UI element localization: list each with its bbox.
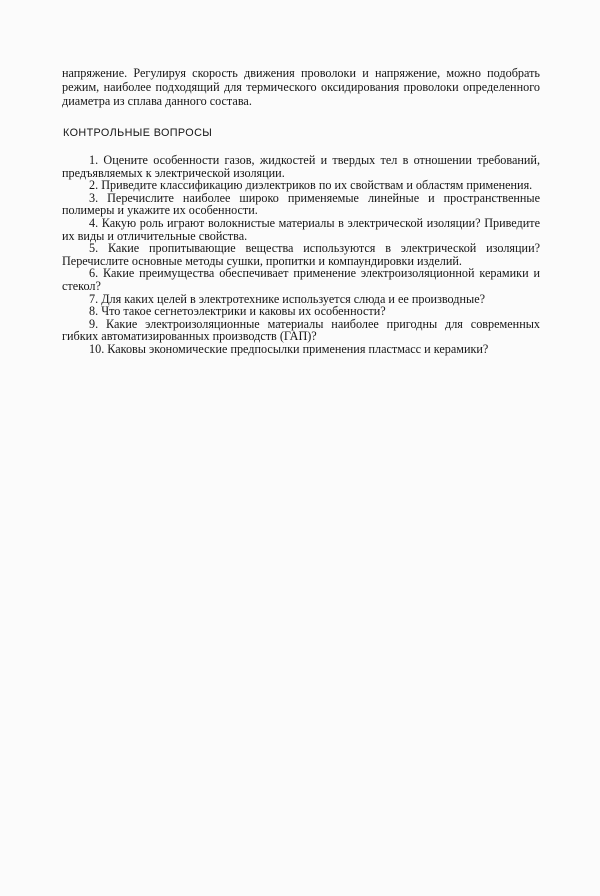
question-item	[62, 192, 540, 217]
question-number: 1.	[89, 153, 99, 167]
question-text: Какие электроизоляционные материалы наиболее пригодны для современных гибких автоматизированных производств (ГАП)?	[62, 316, 540, 344]
question-text: Какую роль играют волокнистые материалы в электрической изоляции? Приведите их виды и отличительные свойства.	[62, 215, 541, 243]
intro-paragraph: напряжение. Регулируя скорость движения проволоки и напряжение, можно подобрать режим, наиболее подходящий для термического оксидирования проволоки определенного диаметра из сплава данного состава.	[62, 66, 540, 109]
questions-list	[62, 154, 540, 356]
question-text: Для каких целей в электротехнике используется слюда и ее производные?	[101, 291, 486, 306]
question-text: Какие преимущества обеспечивает применение электроизоляционной керамики и стекол?	[62, 266, 541, 293]
question-text: Что такое сегнетоэлектрики и каковы их особенности?	[101, 304, 386, 319]
question-number: 2.	[89, 178, 99, 193]
question-item	[62, 217, 540, 242]
question-number: 6.	[89, 266, 99, 281]
question-text: Каковы экономические предпосылки применения пластмасс и керамики?	[107, 341, 489, 356]
question-number: 4.	[89, 215, 99, 230]
question-number: 5.	[89, 241, 99, 256]
question-item	[62, 267, 540, 292]
question-item	[62, 242, 540, 267]
question-item	[62, 343, 540, 356]
question-number: 7.	[89, 291, 99, 306]
section-heading: КОНТРОЛЬНЫЕ ВОПРОСЫ	[63, 127, 213, 139]
question-number: 10.	[89, 341, 105, 356]
question-item	[62, 154, 540, 179]
question-item	[62, 318, 540, 343]
question-number: 9.	[89, 316, 99, 331]
question-text: Приведите классификацию диэлектриков по их свойствам и областям применения.	[101, 178, 533, 193]
question-number: 3.	[89, 190, 99, 205]
question-text: Перечислите наиболее широко применяемые линейные и пространственные полимеры и укажите их особенности.	[62, 190, 540, 218]
question-text: Оцените особенности газов, жидкостей и твердых тел в отношении требований, предъявляемых к электрической изоляции.	[62, 153, 540, 180]
question-text: Какие пропитывающие вещества используются в электрической изоляции? Перечислите основные методы сушки, пропитки и компаундировки изделий.	[62, 241, 541, 268]
question-number: 8.	[89, 304, 99, 319]
